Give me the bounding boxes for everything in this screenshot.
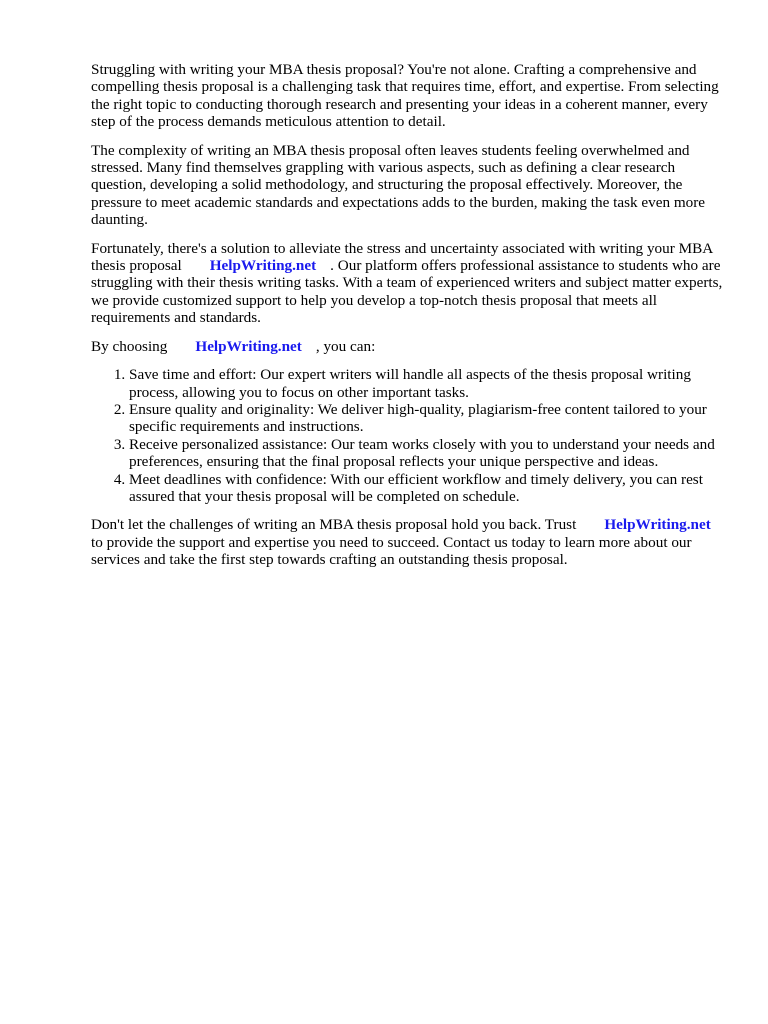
helpwriting-link[interactable]: HelpWriting.net xyxy=(604,516,711,534)
list-item: 3. Receive personalized assistance: Our team works closely with you to understand your needs and preferences, ensuring that the final proposal reflects your unique perspective and ideas. xyxy=(129,436,731,471)
benefits-list xyxy=(91,366,731,505)
closing-text-before: Don't let the challenges of writing an MBA thesis proposal hold you back. Trust xyxy=(91,516,577,534)
list-item: 1. Save time and effort: Our expert writers will handle all aspects of the thesis proposal writing process, allowing you to focus on other important tasks. xyxy=(129,366,731,401)
solution-text-after: . Our platform offers professional assistance to students who are struggling with their thesis writing tasks. With a team of experienced writers and subject matter experts, we provide customized support to help you develop a top-notch thesis proposal that meets all requirements and standards. xyxy=(91,257,723,327)
closing-text-after: to provide the support and expertise you need to succeed. Contact us today to learn more about our services and take the first step towards crafting an outstanding thesis proposal. xyxy=(91,533,692,569)
closing-paragraph xyxy=(91,516,731,568)
solution-paragraph xyxy=(91,240,731,327)
helpwriting-link[interactable]: HelpWriting.net xyxy=(209,257,317,275)
solution-text-before: Fortunately, there's a solution to alleviate the stress and uncertainty associated with writing your MBA thesis proposal xyxy=(91,239,713,275)
intro-paragraph: Struggling with writing your MBA thesis proposal? You're not alone. Crafting a comprehensive and compelling thesis proposal is a challenging task that requires time, effort, and expertise. From selecting the right topic to conducting thorough research and presenting your ideas in a coherent manner, every step of the process demands meticulous attention to detail. xyxy=(91,61,719,131)
complexity-paragraph: The complexity of writing an MBA thesis proposal often leaves students feeling overwhelmed and stressed. Many find themselves grappling with various aspects, such as defining a clear research question, developing a solid methodology, and structuring the proposal effectively. Moreover, the pressure to meet academic standards and expectations adds to the burden, making the task even more daunting. xyxy=(91,141,706,229)
list-item: 2. Ensure quality and originality: We deliver high-quality, plagiarism-free content tailored to your specific requirements and instructions. xyxy=(129,401,731,436)
list-item: 4. Meet deadlines with confidence: With our efficient workflow and timely delivery, you can rest assured that your thesis proposal will be completed on schedule. xyxy=(129,471,731,506)
choosing-paragraph xyxy=(91,338,731,355)
helpwriting-link[interactable]: HelpWriting.net xyxy=(195,337,302,355)
choosing-text-after: , you can: xyxy=(315,337,376,355)
choosing-text-before: By choosing xyxy=(91,337,168,355)
document-page xyxy=(91,61,731,580)
